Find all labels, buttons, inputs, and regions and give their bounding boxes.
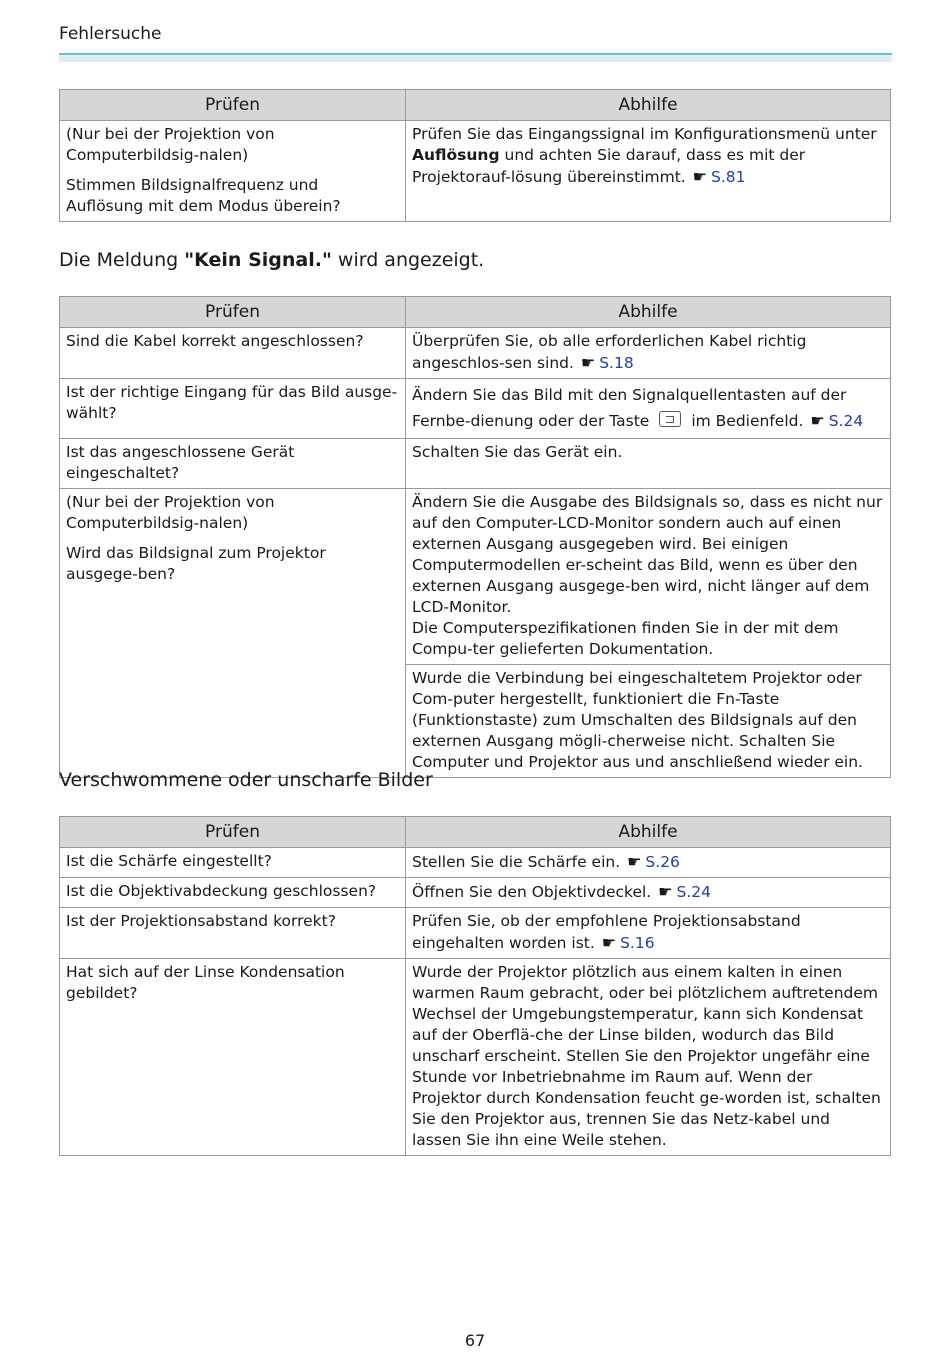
section-heading-message: "Kein Signal." bbox=[184, 249, 332, 271]
column-header-abhilfe: Abhilfe bbox=[406, 817, 891, 848]
table-row bbox=[60, 878, 891, 908]
table-row bbox=[60, 439, 891, 489]
page-reference-link[interactable]: S.24 bbox=[676, 883, 712, 901]
pointing-hand-icon: ☛ bbox=[692, 167, 707, 186]
table-row bbox=[60, 328, 891, 379]
check-cell: Ist der richtige Eingang für das Bild ausge-wählt? bbox=[60, 379, 406, 439]
check-cell bbox=[60, 121, 406, 222]
check-text: Wird das Bildsignal zum Projektor ausgege-ben? bbox=[66, 544, 326, 583]
column-header-pruefen: Prüfen bbox=[60, 297, 406, 328]
check-cell: Hat sich auf der Linse Kondensation gebildet? bbox=[60, 959, 406, 1156]
check-cell: Ist der Projektionsabstand korrekt? bbox=[60, 908, 406, 959]
pointing-hand-icon: ☛ bbox=[601, 933, 617, 952]
column-header-abhilfe: Abhilfe bbox=[406, 90, 891, 121]
page-reference-link[interactable]: S.16 bbox=[620, 934, 655, 952]
section-heading-blurry: Verschwommene oder unscharfe Bilder bbox=[59, 769, 433, 791]
remedy-text: Die Computerspezifikationen finden Sie in der mit dem Compu-ter gelieferten Dokumentation. bbox=[412, 619, 839, 658]
page-number: 67 bbox=[464, 1331, 486, 1350]
table-row bbox=[60, 908, 891, 959]
table-resolution bbox=[59, 89, 891, 222]
page-reference-link[interactable]: S.81 bbox=[710, 168, 746, 186]
remedy-text: Ändern Sie die Ausgabe des Bildsignals so, dass es nicht nur auf den Computer-LCD-Monitor sondern auch auf einen externen Ausgang ausgegeben wird. Bei einigen Computermodellen er-scheint das Bild, wenn es über den externen Ausgang ausgege-ben wird, nicht länger auf dem LCD-Monitor. bbox=[412, 493, 883, 616]
remedy-cell bbox=[406, 121, 891, 222]
remedy-cell bbox=[406, 908, 891, 959]
remedy-cell: Wurde die Verbindung bei eingeschaltetem Projektor oder Com-puter hergestellt, funktioniert die Fn-Taste (Funktionstaste) zum Umschalten des Bildsignals auf den externen Ausgang mögli-cherweise nicht. Schalten Sie Computer und Projektor aus und anschließend wieder ein. bbox=[406, 665, 891, 778]
check-cell: Ist die Schärfe eingestellt? bbox=[60, 848, 406, 878]
pointing-hand-icon: ☛ bbox=[810, 411, 825, 430]
remedy-text: Prüfen Sie, ob der empfohlene Projektionsabstand eingehalten worden ist. bbox=[412, 912, 801, 952]
page-reference-link[interactable]: S.18 bbox=[599, 354, 634, 372]
section-heading-text: Die Meldung bbox=[59, 249, 185, 271]
pointing-hand-icon: ☛ bbox=[580, 353, 596, 372]
section-heading-text: wird angezeigt. bbox=[331, 249, 485, 271]
table-header-row bbox=[60, 90, 891, 121]
source-button-icon bbox=[659, 411, 681, 427]
column-header-pruefen: Prüfen bbox=[60, 817, 406, 848]
page-reference-link[interactable]: S.24 bbox=[828, 412, 864, 430]
check-note: (Nur bei der Projektion von Computerbildsig-nalen) bbox=[66, 125, 275, 164]
table-blurry-images bbox=[59, 816, 891, 1156]
check-cell: Ist die Objektivabdeckung geschlossen? bbox=[60, 878, 406, 908]
table-row bbox=[60, 379, 891, 439]
check-cell: Ist das angeschlossene Gerät eingeschaltet? bbox=[60, 439, 406, 489]
remedy-text: Prüfen Sie das Eingangssignal im Konfigurationsmenü unter bbox=[412, 125, 877, 143]
table-row bbox=[60, 489, 891, 665]
check-cell: Sind die Kabel korrekt angeschlossen? bbox=[60, 328, 406, 379]
table-header-row bbox=[60, 817, 891, 848]
table-no-signal bbox=[59, 296, 891, 778]
check-cell bbox=[60, 489, 406, 778]
section-heading-no-signal bbox=[59, 247, 484, 273]
remedy-text: Ändern Sie das Bild mit den Signalquellentasten auf der Fernbe-dienung oder der Taste bbox=[412, 386, 847, 430]
running-header: Fehlersuche bbox=[59, 24, 162, 44]
remedy-cell bbox=[406, 878, 891, 908]
remedy-cell bbox=[406, 848, 891, 878]
column-header-abhilfe: Abhilfe bbox=[406, 297, 891, 328]
remedy-text: und achten Sie darauf, dass es mit der Projektorauf-lösung übereinstimmt. bbox=[412, 146, 806, 186]
remedy-text: im Bedienfeld. bbox=[691, 412, 804, 430]
remedy-cell bbox=[406, 328, 891, 379]
header-rule bbox=[59, 53, 892, 62]
table-row bbox=[60, 959, 891, 1156]
menu-item-name: Auflösung bbox=[412, 146, 500, 164]
check-text: Stimmen Bildsignalfrequenz und Auflösung mit dem Modus überein? bbox=[66, 176, 341, 215]
table-header-row bbox=[60, 297, 891, 328]
remedy-cell: Schalten Sie das Gerät ein. bbox=[406, 439, 891, 489]
pointing-hand-icon: ☛ bbox=[658, 882, 673, 901]
column-header-pruefen: Prüfen bbox=[60, 90, 406, 121]
remedy-text: Überprüfen Sie, ob alle erforderlichen Kabel richtig angeschlos-sen sind. bbox=[412, 332, 807, 372]
table-row bbox=[60, 848, 891, 878]
pointing-hand-icon: ☛ bbox=[627, 852, 642, 871]
table-row bbox=[60, 121, 891, 222]
remedy-cell: Wurde der Projektor plötzlich aus einem kalten in einen warmen Raum gebracht, oder bei plötzlichem auftretendem Wechsel der Umgebungstemperatur, kann sich Kondensat auf der Oberflä-che der Linse bilden, wodurch das Bild unscharf erscheint. Stellen Sie den Projektor ungefähr eine Stunde vor Inbetriebnahme im Raum auf. Wenn der Projektor durch Kondensation feucht ge-worden ist, schalten Sie den Projektor aus, trennen Sie das Netz-kabel und lassen Sie ihn eine Weile stehen. bbox=[406, 959, 891, 1156]
remedy-text: Öffnen Sie den Objektivdeckel. bbox=[412, 883, 652, 901]
remedy-cell bbox=[406, 379, 891, 439]
check-note: (Nur bei der Projektion von Computerbildsig-nalen) bbox=[66, 493, 275, 532]
page-reference-link[interactable]: S.26 bbox=[645, 853, 680, 871]
remedy-cell bbox=[406, 489, 891, 665]
remedy-text: Stellen Sie die Schärfe ein. bbox=[412, 853, 621, 871]
